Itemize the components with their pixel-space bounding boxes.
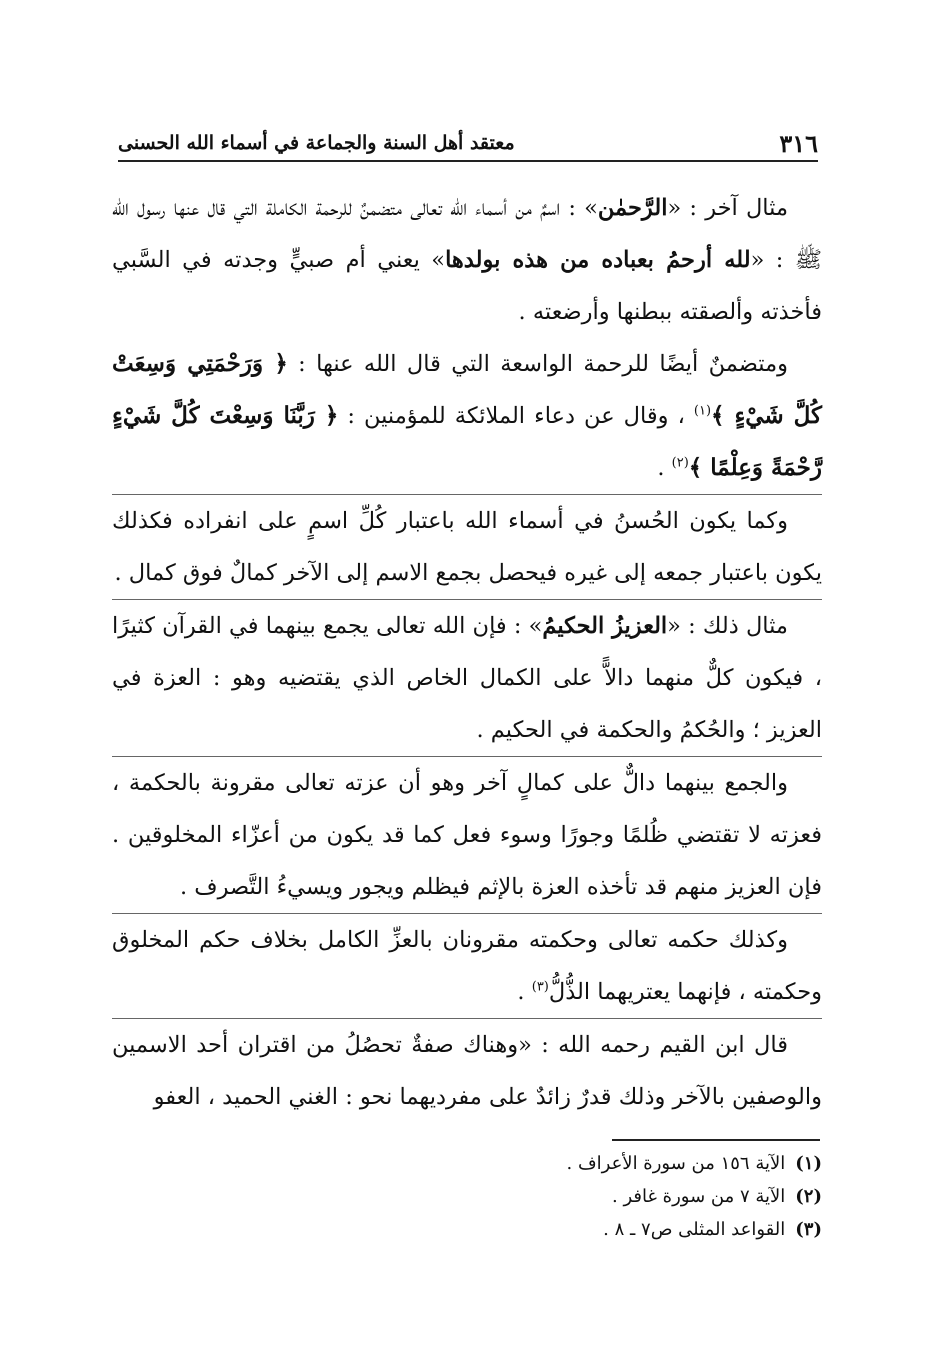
text-segment: . xyxy=(657,455,672,481)
footnote-ref: (٣) xyxy=(531,979,549,995)
text-segment: » يعني أم صبيٍّ وجدته في السَّبي فأخذته وألصقته ببطنها وأرضعته . xyxy=(112,247,822,325)
footnote-number: (١) xyxy=(795,1153,822,1174)
divine-name-rahman: الرَّحمٰن xyxy=(597,195,668,221)
paragraph-vast-mercy xyxy=(112,338,822,494)
paragraph-ibn-qayyim-quote: قال ابن القيم رحمه الله : «وهناك صفةٌ تحصُلُ من اقتران أحد الاسمين والوصفين بالآخر وذلك قدرٌ زائدٌ على مفرديهما نحو : الغني الحميد ، العفو xyxy=(112,1018,822,1123)
footnote-ref: (٢) xyxy=(671,455,689,471)
quran-verse: ﴿ وَرَحْمَتِي وَسِعَتْ كُلَّ شَيْءٍ ﴾ xyxy=(112,350,822,429)
text-segment: ، وقال عن دعاء الملائكة للمؤمنين : xyxy=(338,403,694,429)
text-segment: » : فإن الله تعالى يجمع بينهما في القرآن كثيرًا ، فيكون كلٌّ منهما دالاًّ على الكمال الخاص الذي يقتضيه وهو : العزة في العزيز ؛ والحُكمُ والحكمة في الحكيم . xyxy=(112,613,822,743)
paragraph-combined-names: وكما يكون الحُسنُ في أسماء الله باعتبار كُلِّ اسمٍ على انفراده فكذلك يكون باعتبار جمعه إلى غيره فيحصل بجمع الاسم إلى الآخر كمالٌ فوق كمال . xyxy=(112,494,822,599)
quran-verse: ﴿ رَبَّنَا وَسِعْتَ كُلَّ شَيْءٍ رَّحْمَةً وَعِلْمًا ﴾ xyxy=(112,402,822,481)
footnotes xyxy=(112,1147,822,1246)
paragraph-rahman-example xyxy=(112,182,822,338)
text-segment: وكذلك حكمه تعالى وحكمته مقرونان بالعزِّ الكامل بخلاف حكم المخلوق وحكمته ، فإنهما يعتريهما الذُّلُّ xyxy=(112,927,822,1005)
text-segment: » : اسمٌ من أسماء الله تعالى متضمنٌ للرحمة الكاملة التي قال عنها رسول الله ﷺ : « xyxy=(112,195,822,273)
page-number: ٣١٦ xyxy=(779,128,818,158)
footnote-text: القواعد المثلى ص٧ ـ ٨ . xyxy=(603,1219,786,1240)
divine-name-aziz-hakim: العزيزُ الحكيمُ xyxy=(542,613,668,639)
paragraph-combination-perfection: والجمع بينهما دالٌّ على كمالٍ آخر وهو أن عزته تعالى مقرونة بالحكمة ، فعزته لا تقتضي ظُلمًا وجورًا وسوء فعل كما قد يكون من أعزّاء المخلوقين . فإن العزيز منهم قد تأخذه العزة بالإثم فيظلم ويجور ويسيءُ التَّصرف . xyxy=(112,756,822,913)
paragraph-ruling-wisdom xyxy=(112,913,822,1018)
text-segment: مثال آخر : « xyxy=(667,195,788,221)
text-segment: مثال ذلك : « xyxy=(667,613,788,639)
footnote-3 xyxy=(112,1213,822,1246)
footnote-ref: (١) xyxy=(693,403,712,419)
footnote-divider xyxy=(612,1139,820,1141)
footnote-number: (٢) xyxy=(795,1186,822,1207)
page-header xyxy=(118,126,818,162)
paragraph-aziz-hakim xyxy=(112,599,822,756)
footnote-text: الآية ٧ من سورة غافر . xyxy=(612,1186,786,1207)
footnote-1 xyxy=(112,1147,822,1180)
footnote-text: الآية ١٥٦ من سورة الأعراف . xyxy=(566,1153,786,1174)
footnote-number: (٣) xyxy=(795,1219,822,1240)
footnote-2 xyxy=(112,1180,822,1213)
running-title: معتقد أهل السنة والجماعة في أسماء الله الحسنى xyxy=(118,132,515,154)
text-segment: ومتضمنٌ أيضًا للرحمة الواسعة التي قال الله عنها : xyxy=(287,351,788,377)
text-segment: . xyxy=(517,979,532,1005)
main-text xyxy=(112,182,822,1123)
hadith-quote: لله أرحمُ بعباده من هذه بولدها xyxy=(445,247,751,273)
